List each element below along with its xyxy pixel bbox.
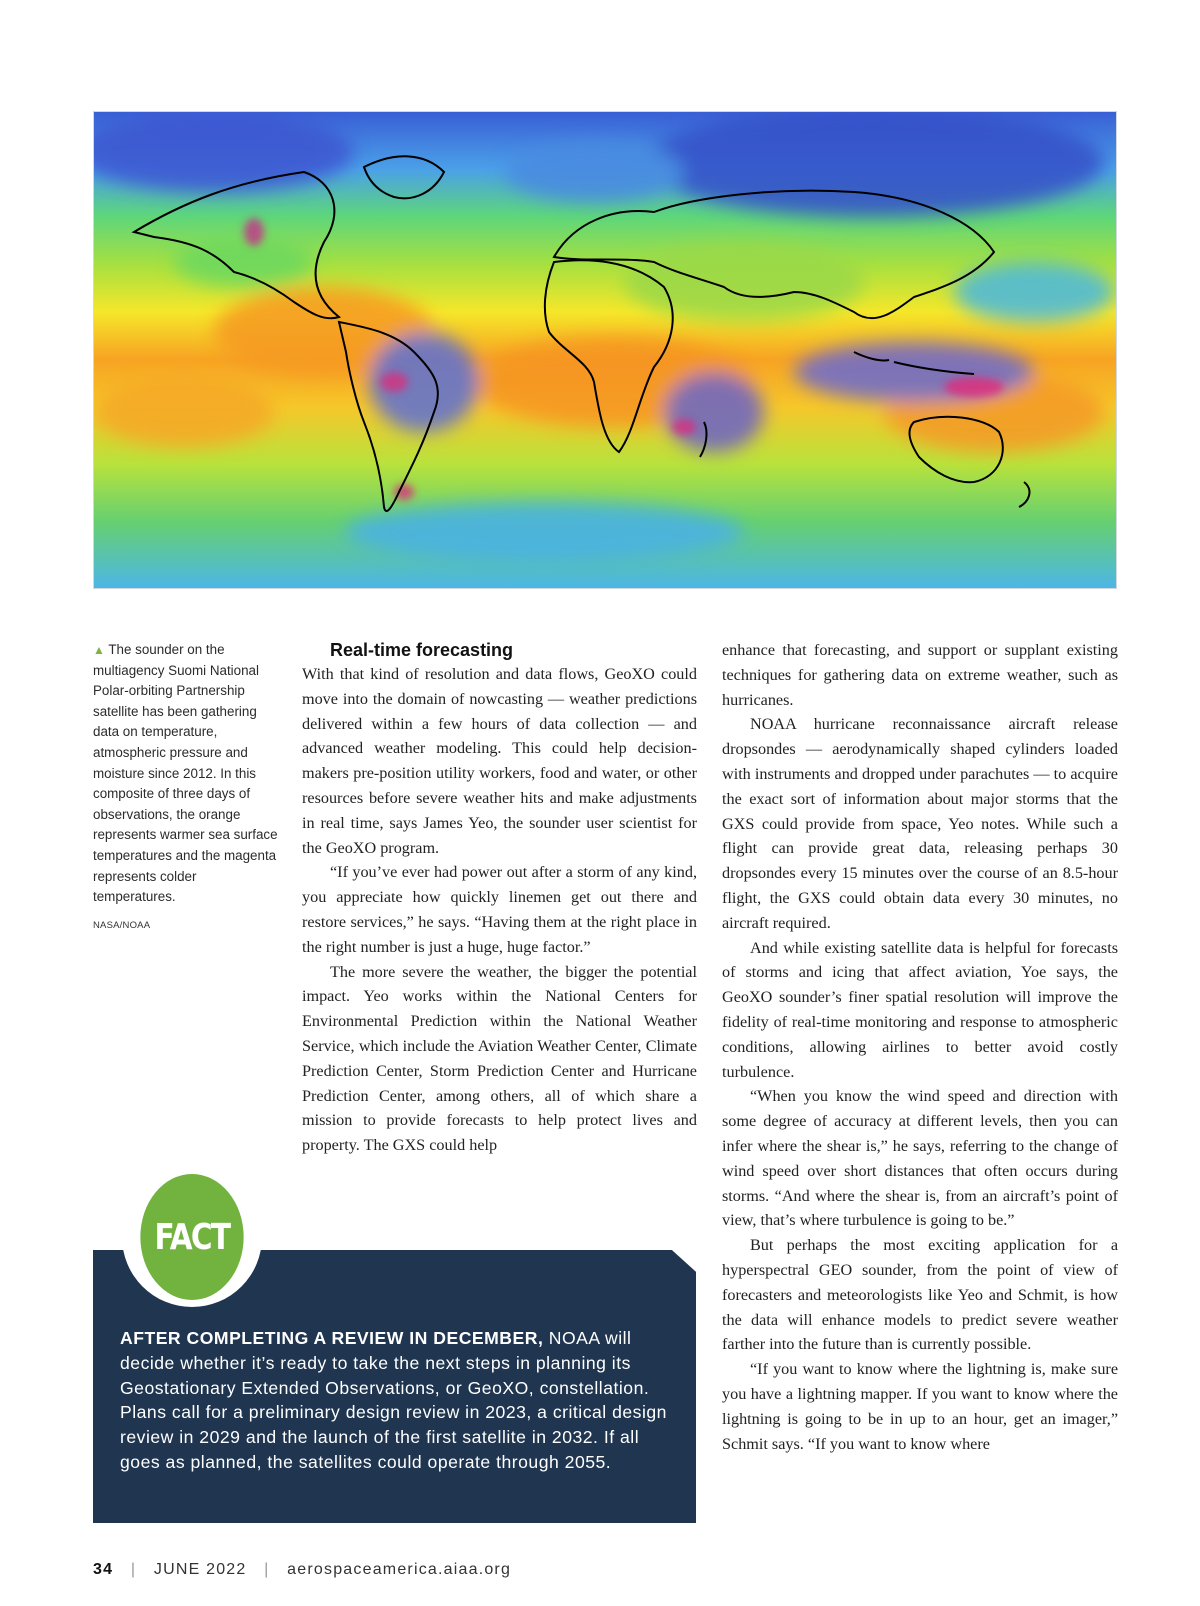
article-paragraph: The more severe the weather, the bigger the potential impact. Yeo works within the National Centers for Environmental Prediction within the National Weather Service, which include the Aviation Weather Center, Climate Prediction Center, Storm Prediction Center and Hurricane Prediction Center, among others, all of which share a mission to provide forecasts to help protect lives and property. The GXS could help: [302, 962, 697, 1155]
footer-separator: |: [264, 1561, 270, 1578]
section-heading: Real-time forecasting: [330, 640, 514, 660]
article-column-middle: [302, 638, 697, 1158]
fact-badge: [122, 1167, 262, 1307]
article-column-right: [722, 638, 1118, 1456]
article-paragraph: “If you want to know where the lightning is, make sure you have a lightning mapper. If you want to know where the lightning is going to be in up to an hour, get an imager,” Schmit says. “If you want to know where: [722, 1360, 1118, 1453]
site-url: aerospaceamerica.aiaa.org: [287, 1561, 512, 1578]
page-number: 34: [93, 1561, 114, 1578]
article-paragraph: “If you’ve ever had power out after a storm of any kind, you appreciate how quickly linemen get out there and restore services,” he says. “Having them at the right place in the right number is just a huge, huge factor.”: [302, 863, 697, 956]
article-paragraph: But perhaps the most exciting application for a hyperspectral GEO sounder, from the point of view of forecasters and meteorologists like Yeo and Schmit, is how the data will enhance models to predict severe weather farther into the future than is currently possible.: [722, 1236, 1118, 1354]
article-paragraph: enhance that forecasting, and support or supplant existing techniques for gathering data on extreme weather, such as hurricanes.: [722, 641, 1118, 709]
footer-separator: |: [130, 1561, 137, 1578]
world-map-figure: [93, 111, 1117, 589]
caption-triangle-icon: ▲: [93, 643, 105, 657]
photo-credit: NASA/NOAA: [93, 920, 151, 931]
fact-text: [120, 1326, 670, 1475]
issue-date: JUNE 2022: [153, 1561, 247, 1578]
article-paragraph: NOAA hurricane reconnaissance aircraft release dropsondes — aerodynamically shaped cylinders loaded with instruments and dropped under parachutes — to acquire the exact sort of information about major storms that the GXS could provide from space, Yeo notes. While such a flight can provide great data, releasing perhaps 30 dropsondes every 15 minutes over the course of an 8.5-hour flight, the GXS could obtain data every 30 minutes, no aircraft required.: [722, 715, 1118, 932]
article-paragraph: And while existing satellite data is helpful for forecasts of storms and icing that affect aviation, Yoe says, the GeoXO sounder’s finer spatial resolution will improve the fidelity of real-time monitoring and response to atmospheric conditions, allowing airlines to better avoid costly turbulence.: [722, 938, 1118, 1081]
caption-text: The sounder on the multiagency Suomi National Polar-orbiting Partnership satellite has been gathering data on temperature, atmospheric pressure and moisture since 2012. In this composite of three days of observations, the orange represents warmer sea surface temperatures and the magenta represents colder temperatures.: [93, 642, 278, 905]
article-paragraph: With that kind of resolution and data flows, GeoXO could move into the domain of nowcasting — weather predictions delivered within a few hours of data collection — and advanced weather modeling. This could help decision-makers pre-position utility workers, food and water, or other resources before severe weather hits and make adjustments in real time, says James Yeo, the sounder user scientist for the GeoXO program.: [302, 665, 697, 857]
fact-badge-label: FACT: [140, 1174, 243, 1300]
temperature-map-image: [94, 112, 1116, 588]
article-paragraph: “When you know the wind speed and direction with some degree of accuracy at different levels, then you can infer where the shear is,” he says, referring to the change of wind speed over short distances that often occurs during storms. “And where the shear is, from an aircraft’s point of view, that’s where turbulence is going to be.”: [722, 1087, 1118, 1230]
page-footer: [93, 1561, 511, 1579]
figure-caption: [93, 640, 278, 908]
fact-lead: AFTER COMPLETING A REVIEW IN DECEMBER,: [120, 1328, 544, 1348]
fact-body: NOAA will decide whether it’s ready to take the next steps in planning its Geostationary Extended Observations, or GeoXO, constellation. Plans call for a preliminary design review in 2023, a critical design review in 2029 and the launch of the first satellite in 2032. If all goes as planned, the satellites could operate through 2055.: [120, 1328, 667, 1472]
